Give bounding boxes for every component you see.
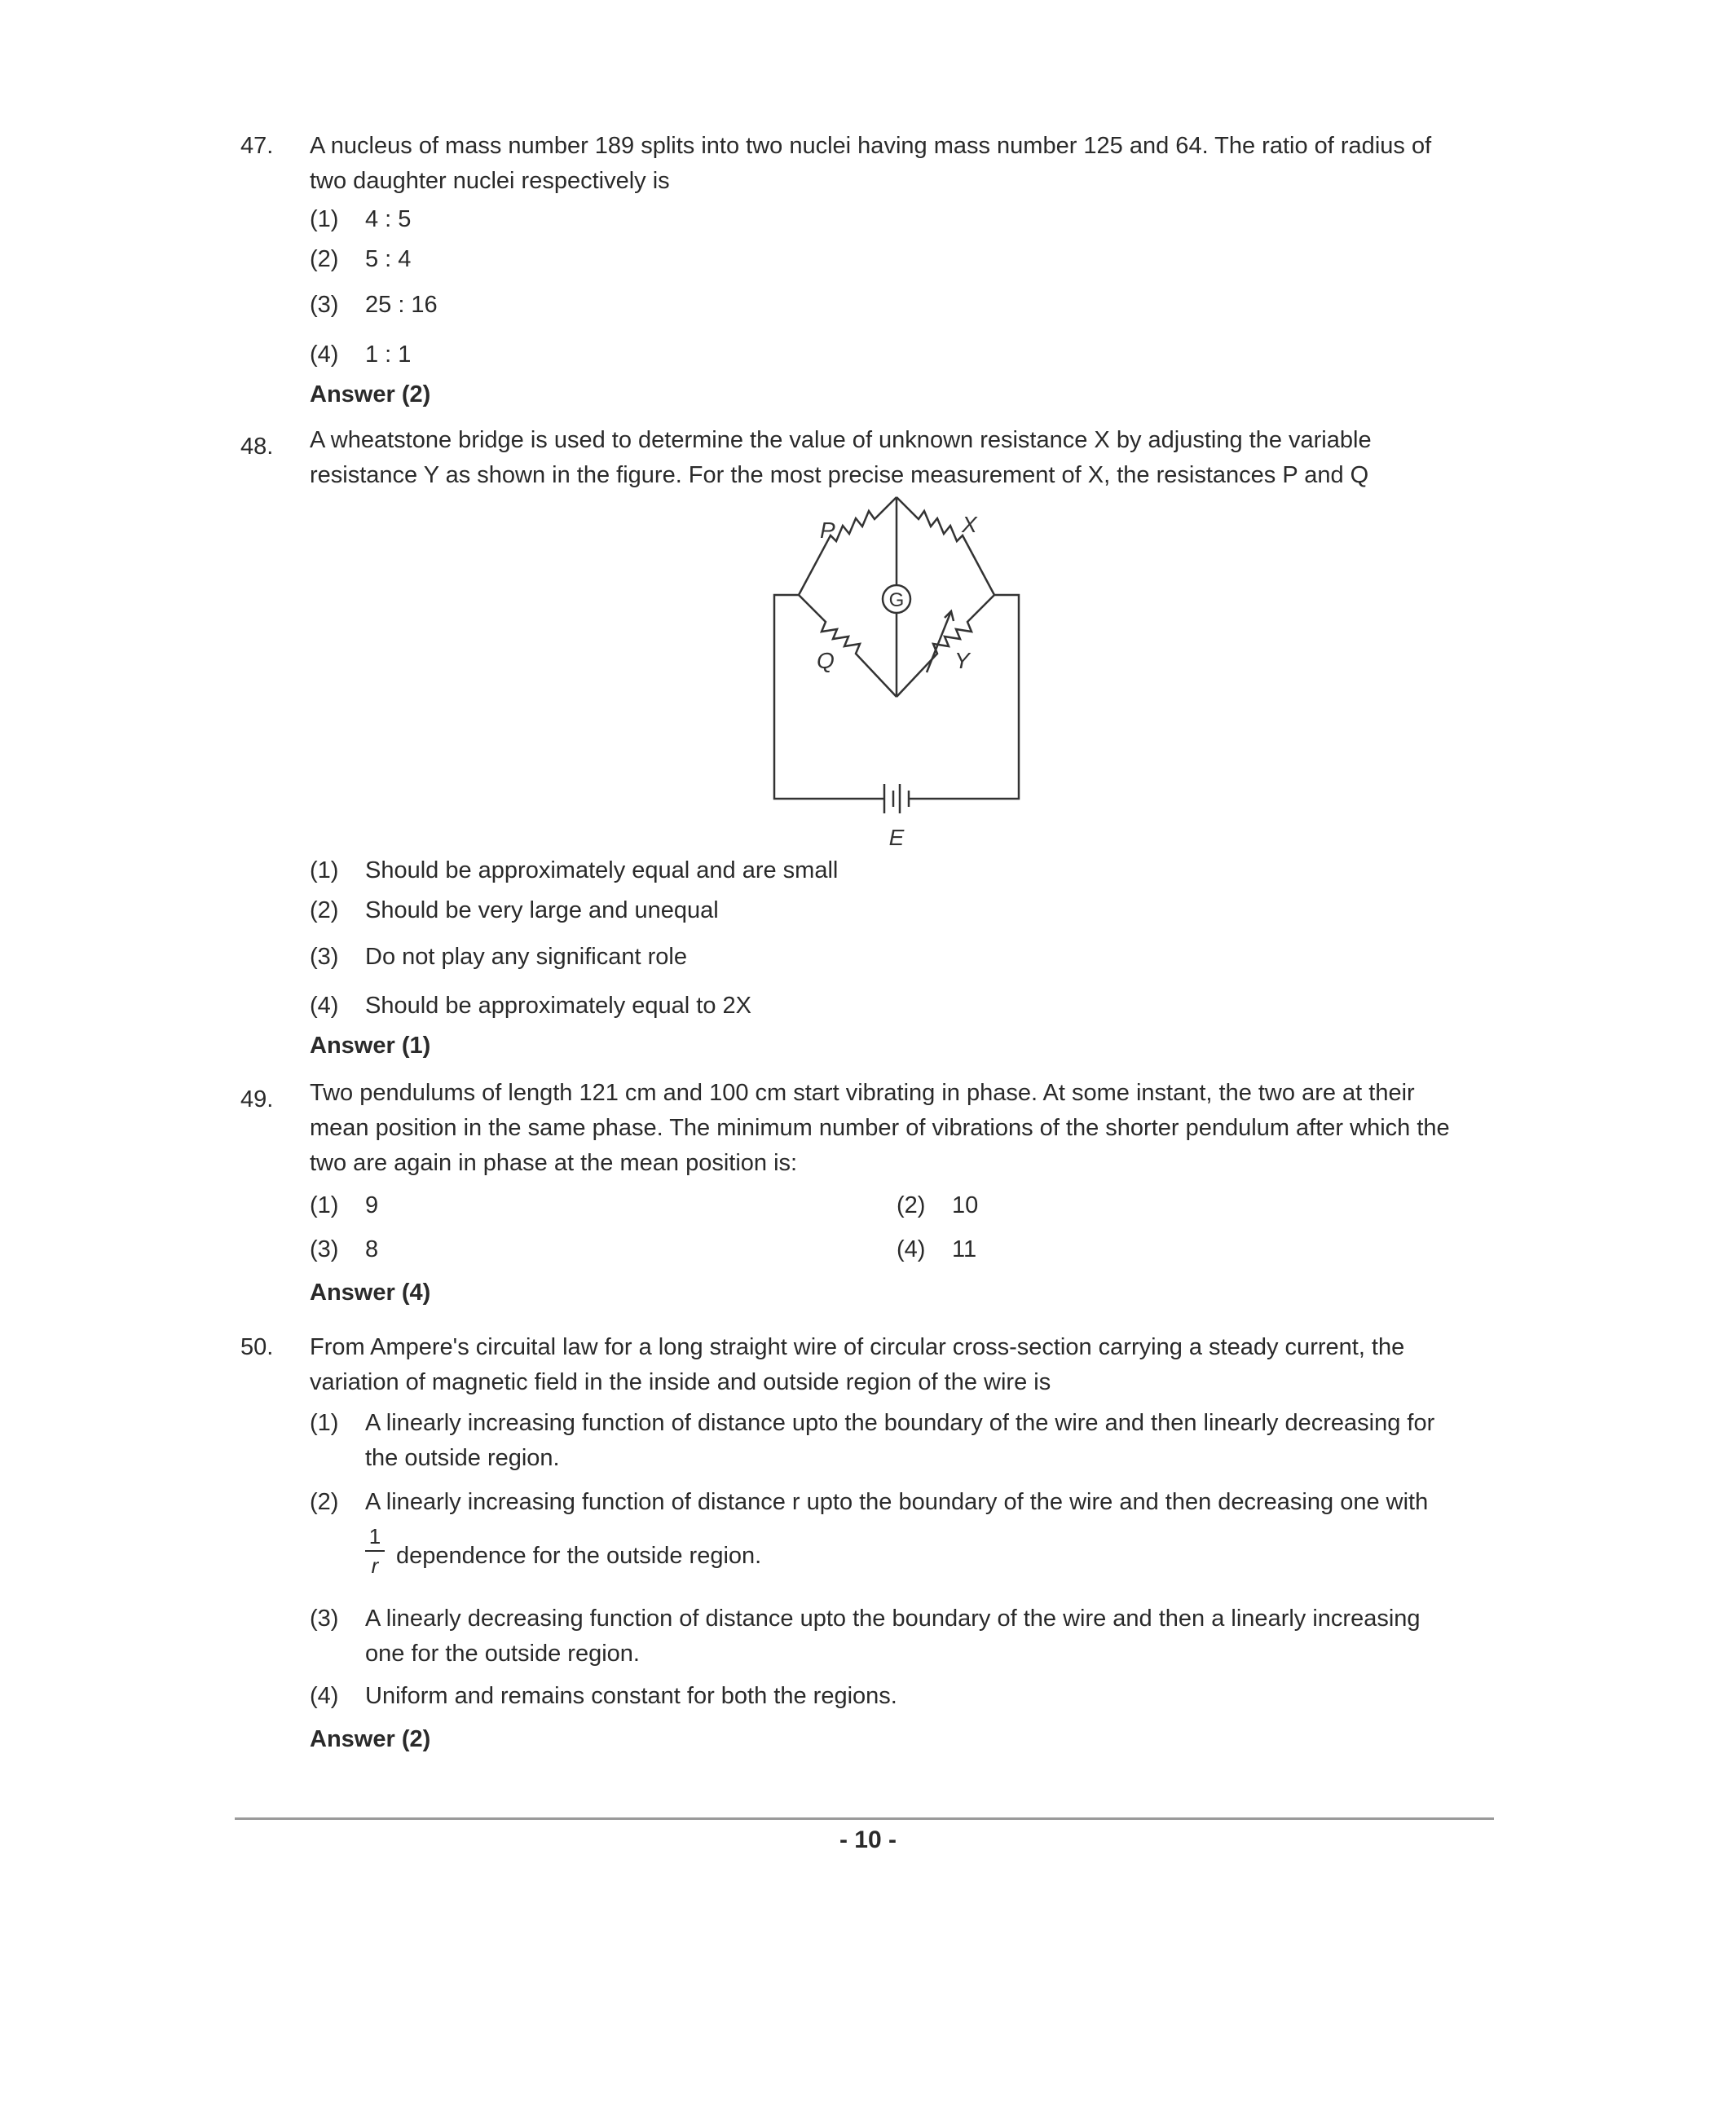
answer-48: Answer (1) bbox=[310, 1033, 431, 1059]
option-number: (1) bbox=[310, 206, 339, 232]
fraction-numerator: 1 bbox=[368, 1524, 381, 1548]
option-50-3 bbox=[310, 1601, 1491, 1675]
label-e: E bbox=[888, 825, 905, 850]
question-text-line: two are again in phase at the mean position is: bbox=[310, 1150, 798, 1176]
option-number: (2) bbox=[310, 1489, 339, 1515]
option-text-line: the outside region. bbox=[365, 1445, 560, 1471]
question-number: 47. bbox=[240, 133, 274, 159]
question-number: 49. bbox=[240, 1086, 274, 1112]
option-text: 25 : 16 bbox=[365, 292, 438, 318]
option-50-2 bbox=[310, 1485, 1491, 1591]
option-text: Do not play any significant role bbox=[365, 944, 687, 970]
fraction-one-over-r bbox=[365, 1524, 385, 1578]
option-number: (4) bbox=[310, 341, 339, 368]
option-number: (1) bbox=[310, 1192, 339, 1218]
option-number: (2) bbox=[310, 897, 339, 923]
label-q: Q bbox=[817, 648, 835, 673]
question-number: 50. bbox=[240, 1334, 274, 1360]
option-number: (2) bbox=[897, 1192, 926, 1218]
option-text: Should be approximately equal and are small bbox=[365, 857, 839, 883]
option-text: Should be very large and unequal bbox=[365, 897, 719, 923]
question-text-line: two daughter nuclei respectively is bbox=[310, 168, 670, 194]
option-text-line: dependence for the outside region. bbox=[396, 1543, 762, 1569]
option-text: 4 : 5 bbox=[365, 206, 412, 232]
question-number: 48. bbox=[240, 434, 274, 460]
option-number: (3) bbox=[310, 1606, 339, 1632]
label-p: P bbox=[820, 518, 835, 543]
option-text: 11 bbox=[952, 1236, 977, 1262]
option-number: (4) bbox=[897, 1236, 926, 1262]
fraction-bar bbox=[365, 1550, 385, 1552]
question-text-line: From Ampere's circuital law for a long straight wire of circular cross-section carrying a steady current, the bbox=[310, 1334, 1405, 1360]
option-number: (3) bbox=[310, 292, 339, 318]
answer-50: Answer (2) bbox=[310, 1726, 431, 1752]
option-50-1 bbox=[310, 1406, 1491, 1479]
option-number: (3) bbox=[310, 1236, 339, 1262]
option-text-line: Uniform and remains constant for both the regions. bbox=[365, 1683, 897, 1709]
label-y: Y bbox=[954, 648, 970, 673]
answer-47: Answer (2) bbox=[310, 381, 431, 408]
option-text: 1 : 1 bbox=[365, 341, 412, 368]
footer-divider bbox=[235, 1817, 1494, 1820]
question-text-line: resistance Y as shown in the figure. For the most precise measurement of X, the resistances P and Q bbox=[310, 462, 1369, 488]
label-x: X bbox=[962, 512, 977, 537]
option-text-line: one for the outside region. bbox=[365, 1641, 640, 1667]
option-text-line: A linearly decreasing function of distance upto the boundary of the wire and then a linearly increasing bbox=[365, 1606, 1421, 1632]
question-text-line: Two pendulums of length 121 cm and 100 cm start vibrating in phase. At some instant, the two are at their bbox=[310, 1080, 1415, 1106]
option-text-line: A linearly increasing function of distance r upto the boundary of the wire and then decreasing one with bbox=[365, 1489, 1429, 1515]
label-g: G bbox=[888, 589, 905, 611]
option-number: (4) bbox=[310, 993, 339, 1019]
option-text: 10 bbox=[952, 1192, 979, 1218]
question-text-line: A wheatstone bridge is used to determine the value of unknown resistance X by adjusting the variable bbox=[310, 427, 1372, 453]
option-number: (3) bbox=[310, 944, 339, 970]
question-text-line: variation of magnetic field in the inside and outside region of the wire is bbox=[310, 1369, 1051, 1395]
question-text-line: A nucleus of mass number 189 splits into two nuclei having mass number 125 and 64. The ratio of radius of bbox=[310, 133, 1432, 159]
option-number: (1) bbox=[310, 1410, 339, 1436]
option-text-line: A linearly increasing function of distance upto the boundary of the wire and then linearly decreasing for bbox=[365, 1410, 1435, 1436]
option-number: (1) bbox=[310, 857, 339, 883]
question-text-line: mean position in the same phase. The minimum number of vibrations of the shorter pendulum after which the bbox=[310, 1115, 1450, 1141]
option-text: 5 : 4 bbox=[365, 246, 412, 272]
answer-49: Answer (4) bbox=[310, 1280, 431, 1306]
page-number: - 10 - bbox=[839, 1826, 897, 1853]
option-text: 9 bbox=[365, 1192, 379, 1218]
wheatstone-bridge-diagram bbox=[758, 489, 1051, 856]
fraction-denominator: r bbox=[371, 1553, 379, 1578]
option-number: (2) bbox=[310, 246, 339, 272]
option-text: 8 bbox=[365, 1236, 379, 1262]
option-text: Should be approximately equal to 2X bbox=[365, 993, 751, 1019]
option-number: (4) bbox=[310, 1683, 339, 1709]
